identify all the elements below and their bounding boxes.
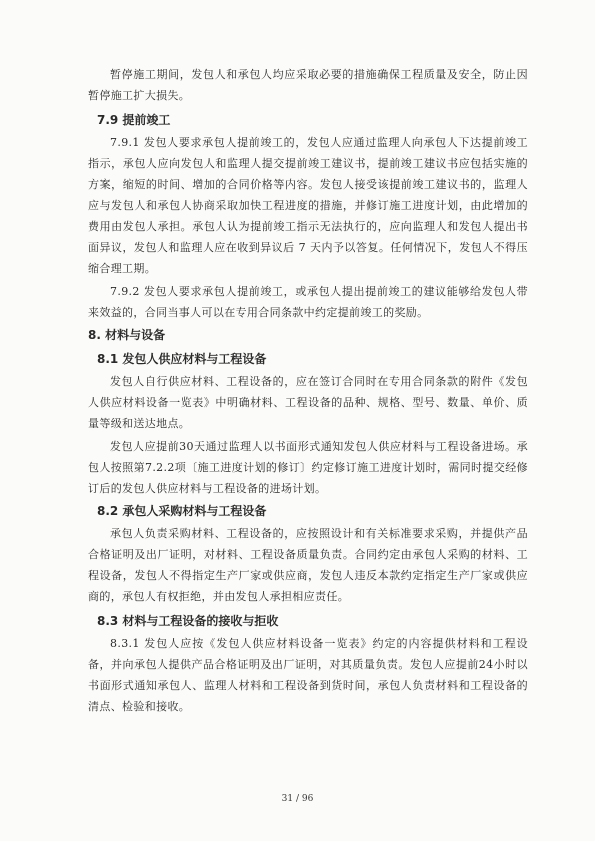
- paragraph-8-3-1: 8.3.1 发包人应按《发包人供应材料设备一览表》约定的内容提供材料和工程设备，并向承包人提供产品合格证明及出厂证明，对其质量负责。发包人应提前24小时以书面形式通知承包人、监理人材料和工程设备到货时间，承包人负责材料和工程设备的清点、检验和接收。: [88, 637, 528, 713]
- heading-8-2: 8.2 承包人采购材料与工程设备: [97, 504, 267, 518]
- paragraph-7-9-2: 7.9.2 发包人要求承包人提前竣工，或承包人提出提前竣工的建议能够给发包人带来效益的，合同当事人可以在专用合同条款中约定提前竣工的奖励。: [88, 285, 528, 319]
- heading-7-9: 7.9 提前竣工: [97, 113, 171, 127]
- page-body: [88, 64, 528, 717]
- paragraph-7-9-1: 7.9.1 发包人要求承包人提前竣工的，发包人应通过监理人向承包人下达提前竣工指示，承包人应向发包人和监理人提交提前竣工建议书，提前竣工建议书应包括实施的方案，缩短的时间、增加的合同价格等内容。发包人接受该提前竣工建议书的，监理人应与发包人和承包人协商采取加快工程进度的措施，并修订施工进度计划，由此增加的费用由发包人承担。承包人认为提前竣工指示无法执行的，应向监理人和发包人提出书面异议，发包人和监理人应在收到异议后 7 天内予以答复。任何情况下，发包人不得压缩合理工期。: [88, 136, 528, 275]
- paragraph-8-1-b: 发包人应提前30天通过监理人以书面形式通知发包人供应材料与工程设备进场。承包人按照第7.2.2项〔施工进度计划的修订〕约定修订施工进度计划时，需同时提交经修订后的发包人供应材料与工程设备的进场计划。: [88, 440, 528, 495]
- paragraph-8-2: 承包人负责采购材料、工程设备的，应按照设计和有关标准要求采购，并提供产品合格证明及出厂证明，对材料、工程设备质量负责。合同约定由承包人采购的材料、工程设备，发包人不得指定生产厂家或供应商，发包人违反本款约定指定生产厂家或供应商的，承包人有权拒绝，并由发包人承担相应责任。: [88, 527, 528, 603]
- paragraph-8-1-a: 发包人自行供应材料、工程设备的，应在签订合同时在专用合同条款的附件《发包人供应材料设备一览表》中明确材料、工程设备的品种、规格、型号、数量、单价、质量等级和送达地点。: [88, 375, 528, 430]
- heading-8: 8. 材料与设备: [88, 328, 166, 342]
- paragraph-suspension-loss: 暂停施工期间，发包人和承包人均应采取必要的措施确保工程质量及安全，防止因暂停施工扩大损失。: [88, 68, 528, 102]
- heading-8-3: 8.3 材料与工程设备的接收与拒收: [97, 614, 279, 628]
- heading-8-1: 8.1 发包人供应材料与工程设备: [97, 352, 267, 366]
- page-number: 31 / 96: [281, 794, 314, 804]
